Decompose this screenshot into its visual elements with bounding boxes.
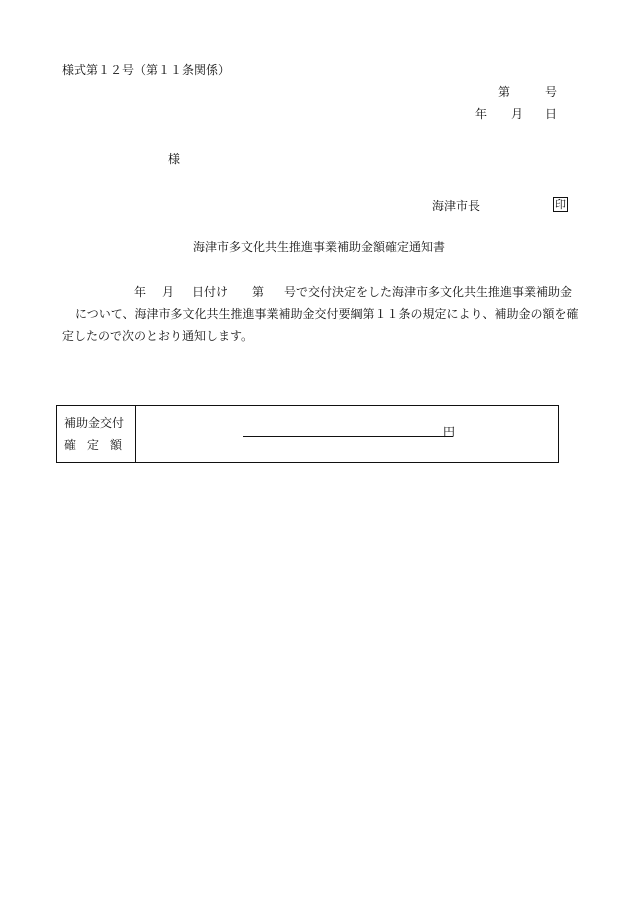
body-number-prefix: 第 xyxy=(252,285,265,299)
amount-label-char-3: 額 xyxy=(110,438,123,452)
date-day-label: 日 xyxy=(545,107,558,121)
amount-label-line-1: 補助金交付 xyxy=(64,416,125,430)
body-day-label: 日付け xyxy=(192,285,229,299)
form-number: 様式第１２号（第１１条関係） xyxy=(62,63,231,77)
issuer-name: 海津市長 xyxy=(432,199,481,213)
body-year-label: 年 xyxy=(134,285,147,299)
body-paragraph-line-3: 定したので次のとおり通知します。 xyxy=(62,329,254,343)
seal-mark: 印 xyxy=(555,198,566,211)
date-month-label: 月 xyxy=(511,107,524,121)
document-number-prefix: 第 xyxy=(498,85,511,99)
amount-label-cell xyxy=(57,406,136,462)
recipient-honorific: 様 xyxy=(168,152,181,166)
issuer-block xyxy=(432,197,570,215)
amount-label-char-2: 定 xyxy=(87,438,100,452)
document-title: 海津市多文化共生推進事業補助金額確定通知書 xyxy=(193,240,446,254)
document-number-suffix: 号 xyxy=(545,85,558,99)
amount-entry-line[interactable] xyxy=(243,436,453,437)
amount-unit: 円 xyxy=(443,425,456,439)
body-line-1-text: 号で交付決定をした海津市多文化共生推進事業補助金 xyxy=(284,285,573,299)
grant-amount-table xyxy=(56,405,559,463)
amount-label-char-1: 確 xyxy=(64,438,77,452)
date-year-label: 年 xyxy=(475,107,488,121)
body-paragraph-line-2: について、海津市多文化共生推進事業補助金交付要綱第１１条の規定により、補助金の額を確 xyxy=(75,307,579,321)
body-month-label: 月 xyxy=(162,285,175,299)
